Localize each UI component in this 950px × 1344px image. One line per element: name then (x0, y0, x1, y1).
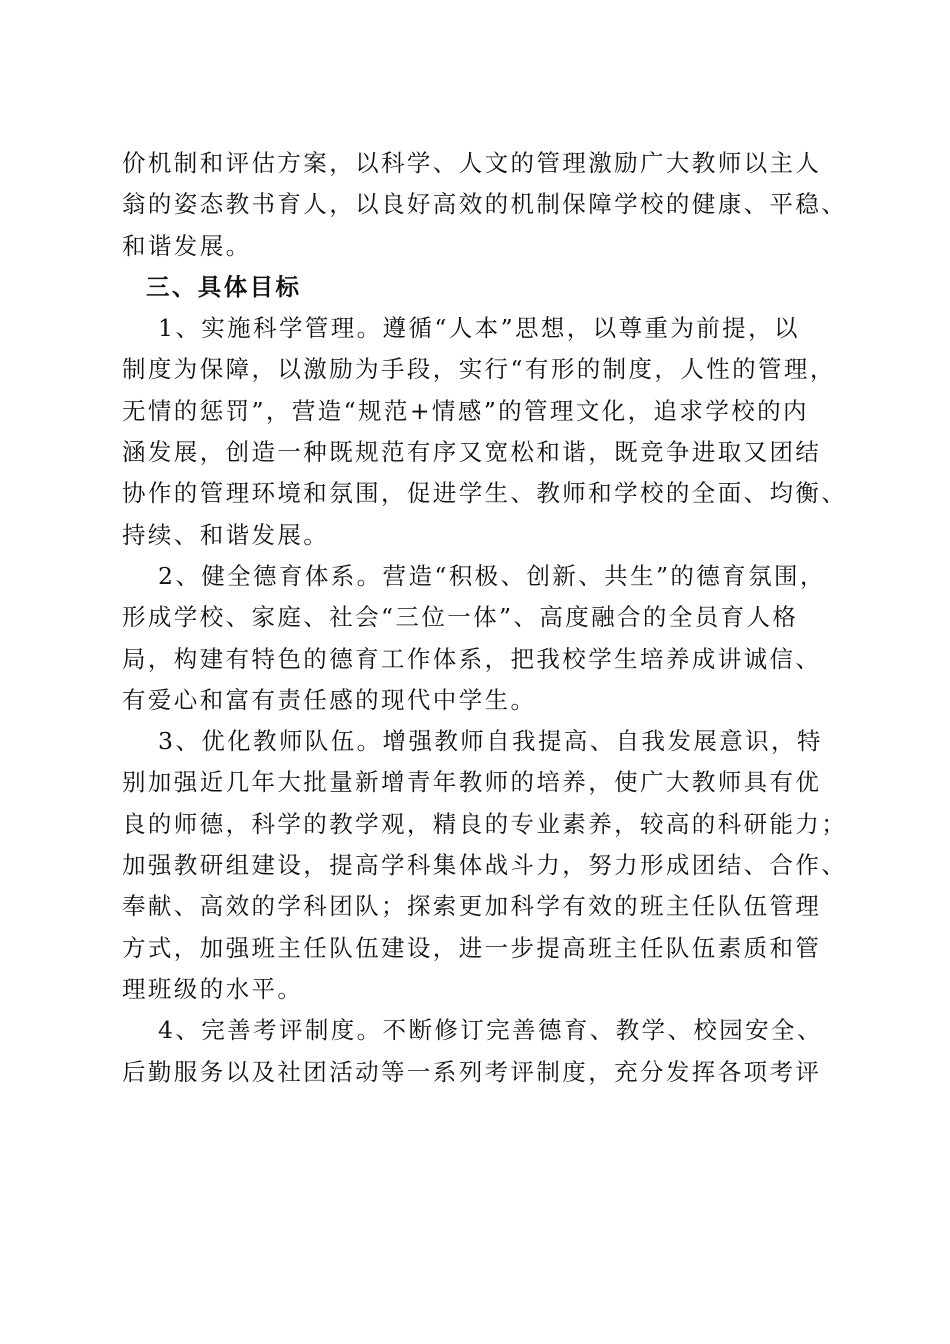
text-line: 3、优化教师队伍。增强教师自我提高、自我发展意识，特 (158, 727, 823, 756)
text-line: 涵发展，创造一种既规范有序又宽松和谐，既竞争进取又团结 (122, 438, 822, 467)
text-line: 4、完善考评制度。不断修订完善德育、教学、校园安全、 (158, 1016, 823, 1045)
text-line: 2、健全德育体系。营造“积极、创新、共生”的德育氛围， (158, 561, 826, 590)
text-line: 有爱心和富有责任感的现代中学生。 (122, 685, 537, 714)
text-line: 加强教研组建设，提高学科集体战斗力，努力形成团结、合作、 (122, 851, 848, 880)
paragraph-item-2 (122, 556, 830, 721)
text-line: 翁的姿态教书育人，以良好高效的机制保障学校的健康、平稳、 (122, 190, 848, 219)
paragraph-item-3 (122, 721, 848, 1010)
text-line: 方式，加强班主任队伍建设，进一步提高班主任队伍素质和管 (122, 933, 822, 962)
text-line: 良的师德，科学的教学观，精良的专业素养，较高的科研能力； (122, 809, 848, 838)
text-line: 持续、和谐发展。 (122, 520, 330, 549)
text-line: 协作的管理环境和氛围，促进学生、教师和学校的全面、均衡、 (122, 479, 848, 508)
intro-paragraph (122, 143, 848, 267)
text-line: 别加强近几年大批量新增青年教师的培养，使广大教师具有优 (122, 768, 822, 797)
text-line: 价机制和评估方案，以科学、人文的管理激励广大教师以主人 (122, 149, 822, 177)
text-line: 局，构建有特色的德育工作体系，把我校学生培养成讲诚信、 (122, 644, 822, 673)
text-line: 后勤服务以及社团活动等一系列考评制度，充分发挥各项考评 (122, 1057, 822, 1086)
text-line: 奉献、高效的学科团队；探索更加科学有效的班主任队伍管理 (122, 892, 822, 921)
text-line: 1、实施科学管理。遵循“人本”思想，以尊重为前提，以 (158, 314, 800, 343)
document-body (122, 143, 848, 1093)
text-line: 无情的惩罚”，营造“规范+情感”的管理文化，追求学校的内 (122, 396, 809, 425)
text-line: 理班级的水平。 (122, 974, 304, 1003)
text-line: 制度为保障，以激励为手段，实行“有形的制度，人性的管理， (122, 355, 836, 384)
text-line: 形成学校、家庭、社会“三位一体”、高度融合的全员育人格 (122, 603, 799, 632)
paragraph-item-1 (122, 308, 848, 556)
text-line: 和谐发展。 (122, 231, 252, 260)
section-heading: 三、具体目标 (146, 272, 302, 301)
paragraph-item-4 (122, 1010, 830, 1093)
